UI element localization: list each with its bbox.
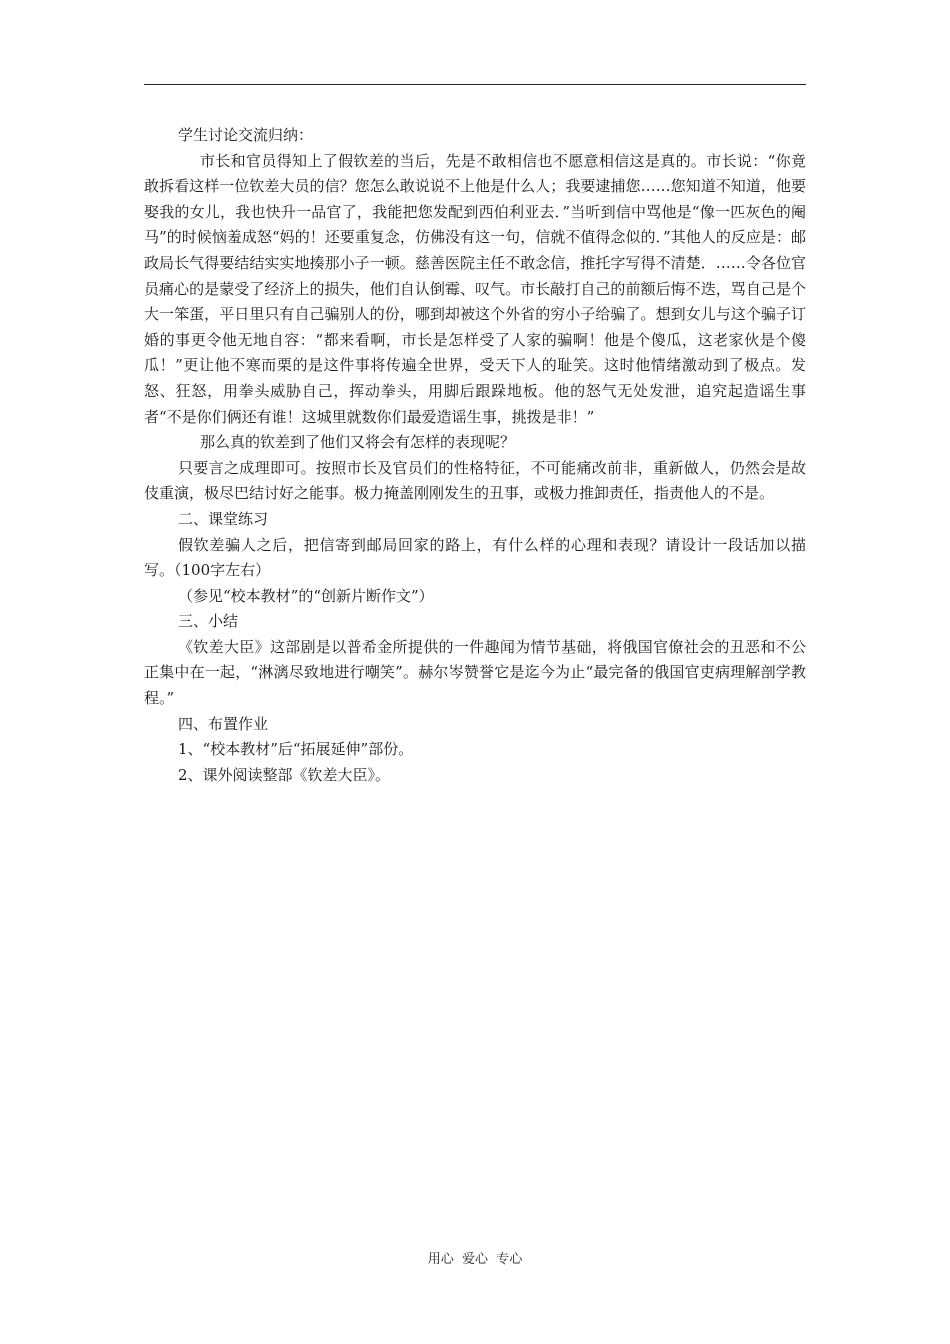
header-rule bbox=[144, 84, 806, 85]
paragraph-officials-reaction: 市长和官员得知上了假钦差的当后，先是不敢相信也不愿意相信这是真的。市长说：“你竟敢拆看这样一位钦差大员的信？您怎么敢说说不上他是什么人；我要逮捕您……您知道不知道，他要娶我的女儿，我也快升一品官了，我能把您发配到西伯利亚去．”当听到信中骂他是“像一匹灰色的阉马”的时候恼羞成怒“妈的！还要重复念，仿佛没有这一句，信就不值得念似的．”其他人的反应是：邮政局长气得要结结实实地揍那小子一顿。慈善医院主任不敢念信，推托字写得不清楚．……令各位官员痛心的是蒙受了经济上的损失，他们自认倒霉、叹气。市长敲打自己的前额后悔不迭，骂自己是个大一笨蛋，平日里只有自己骗别人的份，哪到却被这个外省的穷小子给骗了。想到女儿与这个骗子订婚的事更令他无地自容：“都来看啊，市长是怎样受了人家的骗啊！他是个傻瓜，这老家伙是个傻瓜！”更让他不寒而栗的是这件事将传遍全世界，受天下人的耻笑。这时他情绪激动到了极点。发怒、狂怒，用拳头威胁自己，挥动拳头，用脚后跟跺地板。他的怒气无处发泄，追究起造谣生事者“不是你们俩还有谁！这城里就数你们最爱造谣生事，挑拨是非！” bbox=[144, 151, 806, 426]
homework-item: 1、“校本教材”后“拓展延伸”部份。 bbox=[178, 740, 414, 759]
paragraph-exercise: 假钦差骗人之后，把信寄到邮局回家的路上，有什么样的心理和表现？请设计一段话加以描写。（100字左右） bbox=[144, 535, 806, 580]
section-heading-summary: 三、小结 bbox=[178, 612, 239, 631]
paragraph-summary: 《钦差大臣》这部剧是以普希金所提供的一件趣闻为情节基础，将俄国官僚社会的丑恶和不公正集中在一起，“淋漓尽致地进行嘲笑”。赫尔岑赞誉它是迄今为止“最完备的俄国官吏病理解剖学教程。” bbox=[144, 637, 806, 708]
paragraph-answer: 只要言之成理即可。按照市长及官员们的性格特征，不可能痛改前非，重新做人，仍然会是故伎重演，极尽巴结讨好之能事。极力掩盖刚刚发生的丑事，或极力推卸责任，指责他人的不是。 bbox=[144, 458, 806, 503]
document-body bbox=[144, 123, 806, 788]
paragraph-discussion-heading: 学生讨论交流归纳： bbox=[178, 126, 314, 144]
section-heading-exercise: 二、课堂练习 bbox=[178, 509, 269, 528]
page-footer: 用心 爱心 专心 bbox=[427, 1252, 523, 1267]
paragraph-question: 那么真的钦差到了他们又将会有怎样的表现呢？ bbox=[200, 433, 516, 452]
paragraph-reference: （参见“校本教材”的“创新片断作文”） bbox=[178, 586, 434, 605]
homework-item: 2、课外阅读整部《钦差大臣》。 bbox=[178, 765, 391, 784]
section-heading-homework: 四、布置作业 bbox=[178, 714, 269, 733]
